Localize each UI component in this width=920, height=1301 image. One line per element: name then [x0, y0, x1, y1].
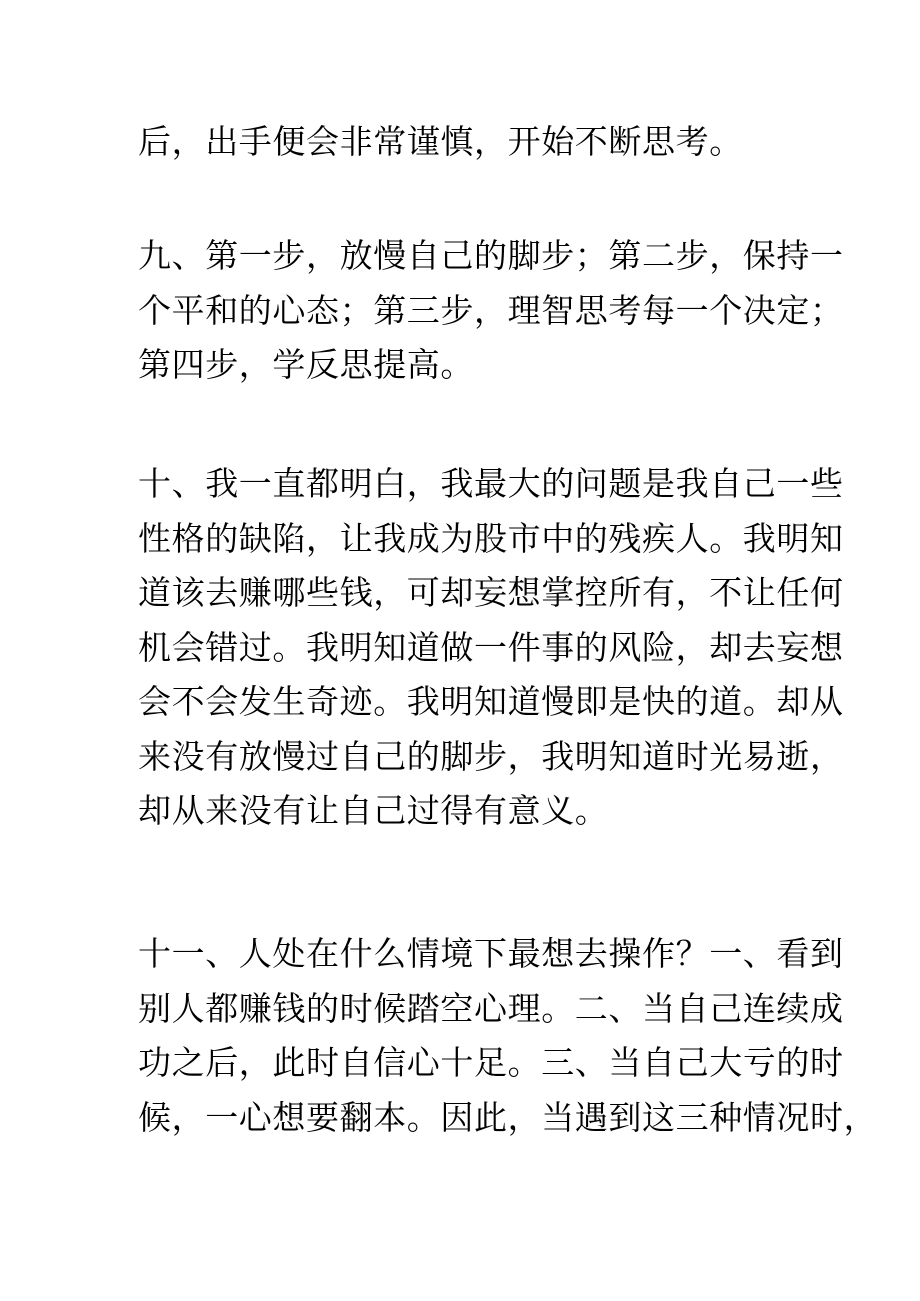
paragraph-ten: [138, 457, 844, 839]
text-line: 机会错过。我明知道做一件事的风险，却去妄想: [138, 627, 844, 667]
text-line: 后，出手便会非常谨慎，开始不断思考。: [138, 122, 743, 161]
paragraph-nine: [138, 229, 844, 393]
paragraph-continuation: [138, 115, 798, 170]
text-line: 来没有放慢过自己的脚步，我明知道时光易逝，: [138, 736, 844, 776]
text-line: 九、第一步，放慢自己的脚步；第二步，保持一: [138, 236, 844, 275]
text-line: 十一、人处在什么情境下最想去操作？一、看到: [138, 934, 844, 973]
text-line: 却从来没有让自己过得有意义。: [138, 791, 609, 830]
text-line: 别人都赚钱的时候踏空心理。二、当自己连续成: [138, 988, 844, 1028]
text-line: 候，一心想要翻本。因此，当遇到这三种情况时，: [138, 1097, 878, 1137]
text-line: 第四步，学反思提高。: [138, 345, 474, 384]
text-line: 个平和的心态；第三步，理智思考每一个决定；: [138, 290, 844, 330]
text-line: 功之后，此时自信心十足。三、当自己大亏的时: [138, 1043, 844, 1082]
text-line: 会不会发生奇迹。我明知道慢即是快的道。却从: [138, 682, 844, 721]
text-line: 性格的缺陷，让我成为股市中的残疾人。我明知: [138, 518, 844, 558]
text-line: 道该去赚哪些钱，可却妄想掌控所有，不让任何: [138, 573, 844, 612]
text-line: 十、我一直都明白，我最大的问题是我自己一些: [138, 464, 844, 503]
paragraph-eleven: [138, 927, 878, 1145]
